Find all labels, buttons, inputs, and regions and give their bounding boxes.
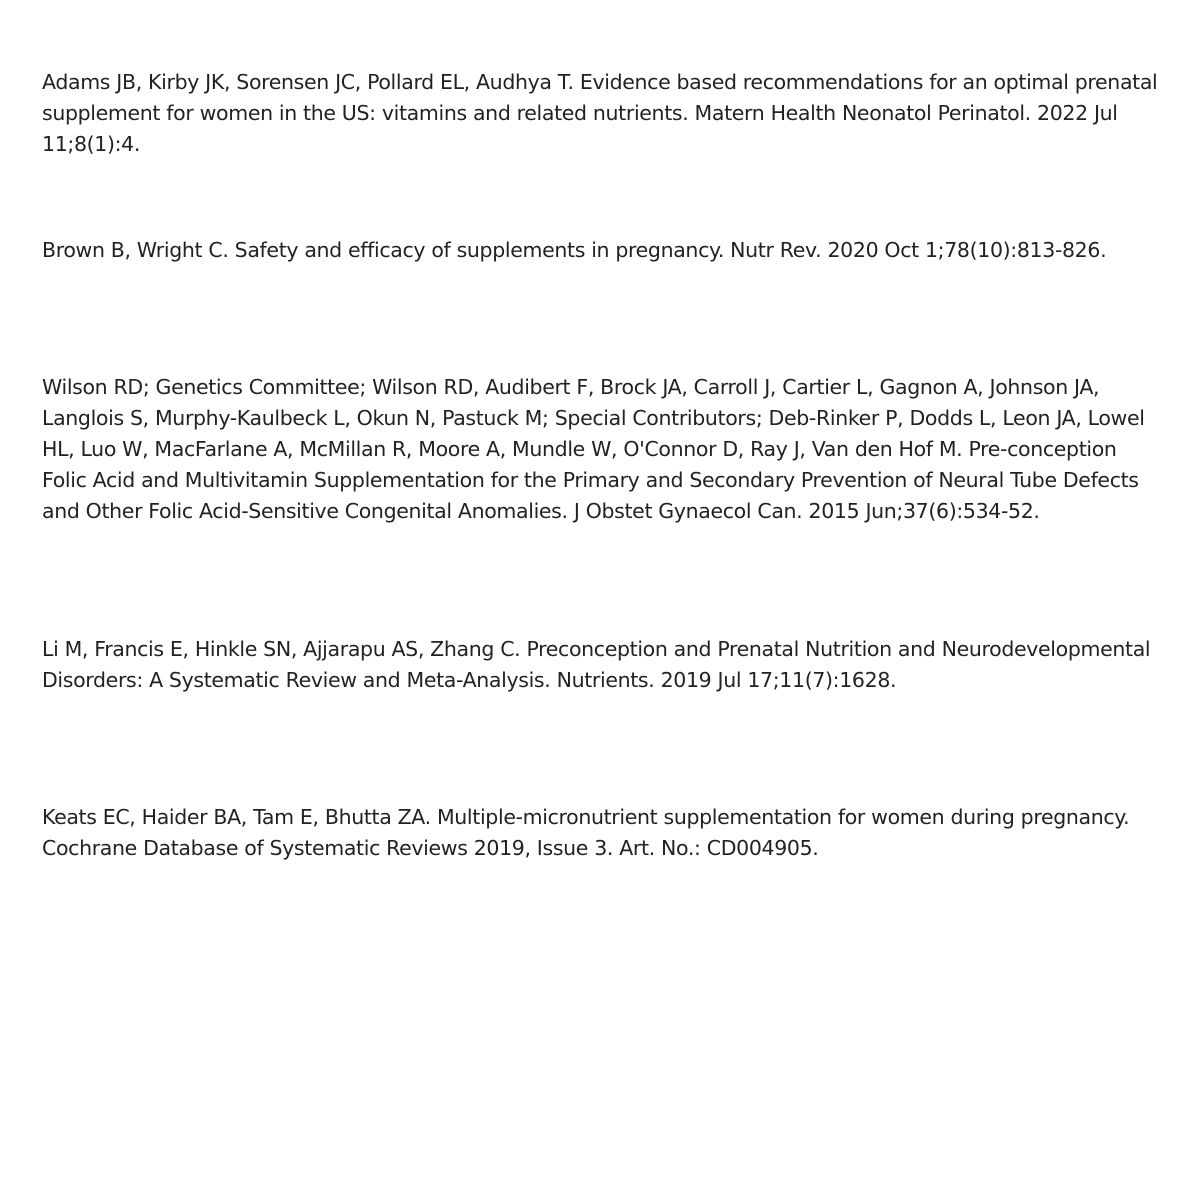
reference-list [42,67,1162,864]
reference-item: Keats EC, Haider BA, Tam E, Bhutta ZA. Multiple-micronutrient supplementation for women during pregnancy. Cochrane Database of Systematic Reviews 2019, Issue 3. Art. No.: CD004905. [42,805,1130,860]
reference-item: Li M, Francis E, Hinkle SN, Ajjarapu AS, Zhang C. Preconception and Prenatal Nutrition and Neurodevelopmental Disorders: A Systematic Review and Meta-Analysis. Nutrients. 2019 Jul 17;11(7):1628. [42,637,1151,692]
reference-item: Wilson RD; Genetics Committee; Wilson RD, Audibert F, Brock JA, Carroll J, Cartier L, Gagnon A, Johnson JA, Langlois S, Murphy-Kaulbeck L, Okun N, Pastuck M; Special Contributors; Deb-Rinker P, Dodds L, Leon JA, Lowel HL, Luo W, MacFarlane A, McMillan R, Moore A, Mundle W, O'Connor D, Ray J, Van den Hof M. Pre-conception Folic Acid and Multivitamin Supplementation for the Primary and Secondary Prevention of Neural Tube Defects and Other Folic Acid-Sensitive Congenital Anomalies. J Obstet Gynaecol Can. 2015 Jun;37(6):534-52. [42,375,1145,523]
reference-item: Brown B, Wright C. Safety and efficacy of supplements in pregnancy. Nutr Rev. 2020 Oct 1;78(10):813-826. [42,238,1107,262]
reference-item: Adams JB, Kirby JK, Sorensen JC, Pollard EL, Audhya T. Evidence based recommendations for an optimal prenatal supplement for women in the US: vitamins and related nutrients. Matern Health Neonatol Perinatol. 2022 Jul 11;8(1):4. [42,70,1158,156]
